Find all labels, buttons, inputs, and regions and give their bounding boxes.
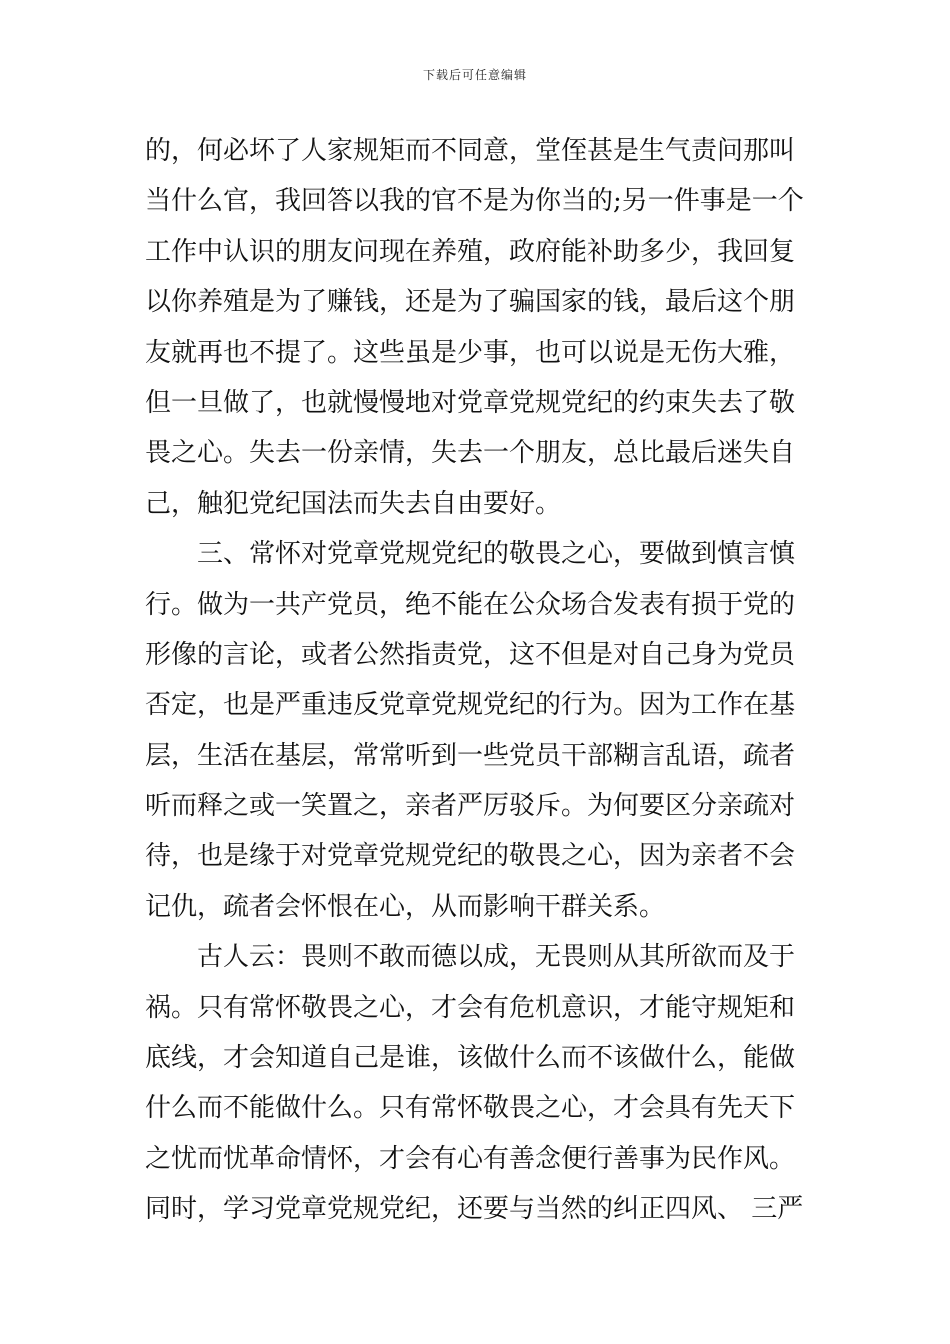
body-line: 己，触犯党纪国法而失去自由要好。 [145, 488, 562, 519]
body-line: 待，也是缘于对党章党规党纪的敬畏之心，因为亲者不会 [145, 841, 796, 872]
body-line: 之忧而忧革命情怀，才会有心有善念便行善事为民作风。 [145, 1143, 796, 1174]
body-line: 的，何必坏了人家规矩而不同意，堂侄甚是生气责问那叫 [145, 136, 796, 166]
body-line: 祸。只有常怀敬畏之心，才会有危机意识，才能守规矩和 [145, 992, 796, 1023]
body-line: 什么而不能做什么。只有常怀敬畏之心，才会具有先天下 [145, 1093, 796, 1124]
body-line: 否定，也是严重违反党章党规党纪的行为。因为工作在基 [145, 690, 796, 721]
body-line: 层，生活在基层，常常听到一些党员干部糊言乱语，疏者 [145, 740, 796, 771]
body-line: 行。做为一共产党员，绝不能在公众场合发表有损于党的 [145, 589, 796, 620]
body-line: 但一旦做了，也就慢慢地对党章党规党纪的约束失去了敬 [145, 387, 796, 418]
body-line: 记仇，疏者会怀恨在心，从而影响干群关系。 [145, 891, 666, 922]
body-line: 当什么官，我回答以我的官不是为你当的;另一件事是一个 [145, 186, 804, 217]
body-line: 友就再也不提了。这些虽是少事，也可以说是无伤大雅， [145, 337, 796, 368]
body-line: 听而释之或一笑置之，亲者严厉驳斥。为何要区分亲疏对 [145, 791, 796, 822]
body-line: 工作中认识的朋友问现在养殖，政府能补助多少，我回复 [145, 236, 796, 267]
body-line: 形像的言论，或者公然指责党，这不但是对自己身为党员 [145, 639, 796, 670]
paragraph-start-line: 古人云：畏则不敢而德以成，无畏则从其所欲而及于 [197, 942, 796, 973]
document-body [145, 126, 807, 1235]
paragraph-start-line: 三、常怀对党章党规党纪的敬畏之心，要做到慎言慎 [197, 539, 796, 570]
body-line: 底线，才会知道自己是谁，该做什么而不该做什么，能做 [145, 1043, 796, 1074]
body-line: 同时，学习党章党规党纪，还要与当然的纠正四风、 三严 [145, 1194, 804, 1225]
body-line: 以你养殖是为了赚钱，还是为了骗国家的钱，最后这个朋 [145, 287, 796, 318]
page-header: 下载后可任意编辑 [422, 68, 527, 82]
body-line: 畏之心。失去一份亲情，失去一个朋友，总比最后迷失自 [145, 438, 796, 469]
